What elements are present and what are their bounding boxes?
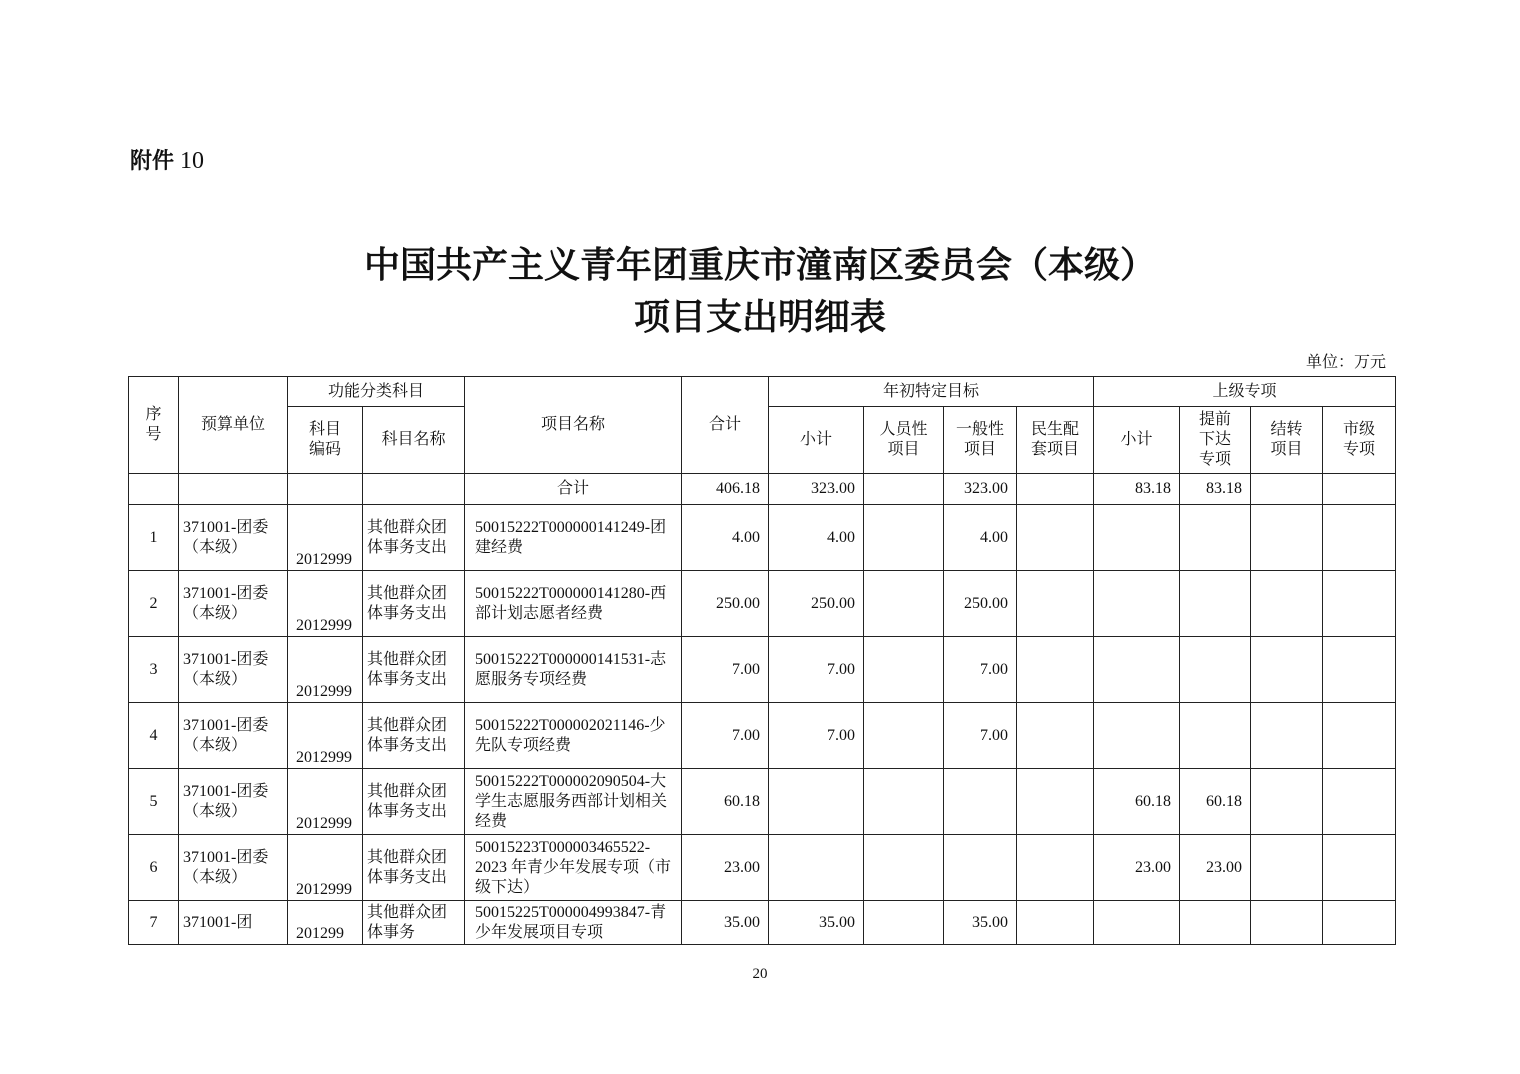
header-subject-code: 科目编码 <box>288 407 363 474</box>
header-general: 一般性项目 <box>944 407 1017 474</box>
attachment-number: 10 <box>180 148 205 174</box>
row-general: 4.00 <box>944 505 1017 571</box>
row-subject-code: 2012999 <box>288 835 363 901</box>
row-project-name: 50015222T000000141249-团建经费 <box>465 505 682 571</box>
unit-label: 单位：万元 <box>1305 354 1386 371</box>
row-project-name: 50015222T000002021146-少先队专项经费 <box>465 703 682 769</box>
row-total: 7.00 <box>682 703 769 769</box>
row-city <box>1323 769 1396 835</box>
table-row <box>129 703 1396 769</box>
header-advance: 提前下达专项 <box>1180 407 1251 474</box>
row-subject-code: 201299 <box>288 901 363 945</box>
row-seq: 3 <box>129 637 179 703</box>
row-personnel <box>864 901 944 945</box>
row-advance <box>1180 703 1251 769</box>
row-carryover <box>1251 901 1323 945</box>
row-subject-code: 2012999 <box>288 571 363 637</box>
row-seq: 5 <box>129 769 179 835</box>
row-initial-subtotal <box>769 835 864 901</box>
row-livelihood <box>1017 835 1094 901</box>
row-superior-subtotal <box>1094 637 1180 703</box>
row-total: 35.00 <box>682 901 769 945</box>
header-superior-subtotal: 小计 <box>1094 407 1180 474</box>
row-advance <box>1180 571 1251 637</box>
row-subject-name: 其他群众团体事务支出 <box>363 769 465 835</box>
row-budget-unit: 371001-团委（本级） <box>179 835 288 901</box>
row-livelihood <box>1017 769 1094 835</box>
total-livelihood <box>1017 474 1094 505</box>
header-total: 合计 <box>682 377 769 474</box>
total-general: 323.00 <box>944 474 1017 505</box>
row-general: 7.00 <box>944 703 1017 769</box>
row-city <box>1323 835 1396 901</box>
row-budget-unit: 371001-团 <box>179 901 288 945</box>
row-carryover <box>1251 835 1323 901</box>
row-initial-subtotal <box>769 769 864 835</box>
row-superior-subtotal <box>1094 505 1180 571</box>
row-seq: 4 <box>129 703 179 769</box>
total-personnel <box>864 474 944 505</box>
row-advance <box>1180 505 1251 571</box>
header-seq: 序号 <box>129 377 179 474</box>
row-subject-name: 其他群众团体事务支出 <box>363 835 465 901</box>
row-general: 7.00 <box>944 637 1017 703</box>
row-personnel <box>864 769 944 835</box>
row-total: 7.00 <box>682 637 769 703</box>
header-budget-unit: 预算单位 <box>179 377 288 474</box>
row-advance <box>1180 901 1251 945</box>
total-subject <box>363 474 465 505</box>
row-project-name: 50015223T000003465522-2023 年青少年发展专项（市级下达） <box>465 835 682 901</box>
row-advance: 60.18 <box>1180 769 1251 835</box>
table-row <box>129 637 1396 703</box>
total-amount: 406.18 <box>682 474 769 505</box>
row-superior-subtotal <box>1094 703 1180 769</box>
table-row <box>129 505 1396 571</box>
row-seq: 1 <box>129 505 179 571</box>
row-budget-unit: 371001-团委（本级） <box>179 637 288 703</box>
row-initial-subtotal: 35.00 <box>769 901 864 945</box>
row-general: 250.00 <box>944 571 1017 637</box>
row-advance <box>1180 637 1251 703</box>
row-total: 60.18 <box>682 769 769 835</box>
row-personnel <box>864 835 944 901</box>
row-initial-subtotal: 4.00 <box>769 505 864 571</box>
row-seq: 6 <box>129 835 179 901</box>
header-livelihood: 民生配套项目 <box>1017 407 1094 474</box>
row-subject-code: 2012999 <box>288 769 363 835</box>
header-initial-subtotal: 小计 <box>769 407 864 474</box>
row-carryover <box>1251 637 1323 703</box>
total-row <box>129 474 1396 505</box>
row-livelihood <box>1017 637 1094 703</box>
row-superior-subtotal <box>1094 901 1180 945</box>
row-livelihood <box>1017 703 1094 769</box>
row-subject-name: 其他群众团体事务支出 <box>363 637 465 703</box>
row-city <box>1323 901 1396 945</box>
row-personnel <box>864 703 944 769</box>
row-initial-subtotal: 250.00 <box>769 571 864 637</box>
header-carryover: 结转项目 <box>1251 407 1323 474</box>
row-seq: 7 <box>129 901 179 945</box>
row-subject-code: 2012999 <box>288 505 363 571</box>
row-carryover <box>1251 505 1323 571</box>
row-livelihood <box>1017 571 1094 637</box>
row-project-name: 50015222T000002090504-大学生志愿服务西部计划相关经费 <box>465 769 682 835</box>
row-project-name: 50015222T000000141280-西部计划志愿者经费 <box>465 571 682 637</box>
row-general: 35.00 <box>944 901 1017 945</box>
row-superior-subtotal: 60.18 <box>1094 769 1180 835</box>
row-project-name: 50015225T000004993847-青少年发展项目专项 <box>465 901 682 945</box>
row-subject-name: 其他群众团体事务支出 <box>363 571 465 637</box>
table-row <box>129 769 1396 835</box>
header-personnel: 人员性项目 <box>864 407 944 474</box>
page-title-line1: 中国共产主义青年团重庆市潼南区委员会（本级） <box>363 245 1156 286</box>
row-initial-subtotal: 7.00 <box>769 703 864 769</box>
row-personnel <box>864 637 944 703</box>
table-row <box>129 901 1396 945</box>
attachment-label <box>130 144 204 175</box>
row-superior-subtotal: 23.00 <box>1094 835 1180 901</box>
total-label: 合计 <box>465 474 682 505</box>
row-budget-unit: 371001-团委（本级） <box>179 769 288 835</box>
row-subject-name: 其他群众团体事务支出 <box>363 703 465 769</box>
header-function-group: 功能分类科目 <box>288 377 465 407</box>
row-carryover <box>1251 571 1323 637</box>
row-budget-unit: 371001-团委（本级） <box>179 571 288 637</box>
row-carryover <box>1251 703 1323 769</box>
total-unit <box>179 474 288 505</box>
row-budget-unit: 371001-团委（本级） <box>179 703 288 769</box>
row-total: 23.00 <box>682 835 769 901</box>
row-livelihood <box>1017 505 1094 571</box>
attachment-text: 附件 <box>130 149 175 174</box>
row-carryover <box>1251 769 1323 835</box>
total-advance: 83.18 <box>1180 474 1251 505</box>
row-city <box>1323 703 1396 769</box>
row-livelihood <box>1017 901 1094 945</box>
row-superior-subtotal <box>1094 571 1180 637</box>
row-seq: 2 <box>129 571 179 637</box>
row-personnel <box>864 505 944 571</box>
row-subject-name: 其他群众团体事务 <box>363 901 465 945</box>
row-city <box>1323 505 1396 571</box>
row-subject-code: 2012999 <box>288 703 363 769</box>
header-project-name: 项目名称 <box>465 377 682 474</box>
row-city <box>1323 637 1396 703</box>
header-superior-group: 上级专项 <box>1094 377 1396 407</box>
header-initial-group: 年初特定目标 <box>769 377 1094 407</box>
row-project-name: 50015222T000000141531-志愿服务专项经费 <box>465 637 682 703</box>
page-number: 20 <box>752 966 768 982</box>
row-subject-code: 2012999 <box>288 637 363 703</box>
header-subject-name: 科目名称 <box>363 407 465 474</box>
total-initial-subtotal: 323.00 <box>769 474 864 505</box>
total-superior-subtotal: 83.18 <box>1094 474 1180 505</box>
row-total: 250.00 <box>682 571 769 637</box>
row-initial-subtotal: 7.00 <box>769 637 864 703</box>
row-city <box>1323 571 1396 637</box>
table-row <box>129 835 1396 901</box>
total-city <box>1323 474 1396 505</box>
total-carryover <box>1251 474 1323 505</box>
header-row-1 <box>129 377 1396 407</box>
row-subject-name: 其他群众团体事务支出 <box>363 505 465 571</box>
header-city: 市级专项 <box>1323 407 1396 474</box>
row-general <box>944 835 1017 901</box>
project-expenditure-table <box>128 376 1396 945</box>
total-code <box>288 474 363 505</box>
row-total: 4.00 <box>682 505 769 571</box>
row-personnel <box>864 571 944 637</box>
total-seq <box>129 474 179 505</box>
row-advance: 23.00 <box>1180 835 1251 901</box>
row-budget-unit: 371001-团委（本级） <box>179 505 288 571</box>
row-general <box>944 769 1017 835</box>
table-row <box>129 571 1396 637</box>
page-title-line2: 项目支出明细表 <box>633 297 886 338</box>
